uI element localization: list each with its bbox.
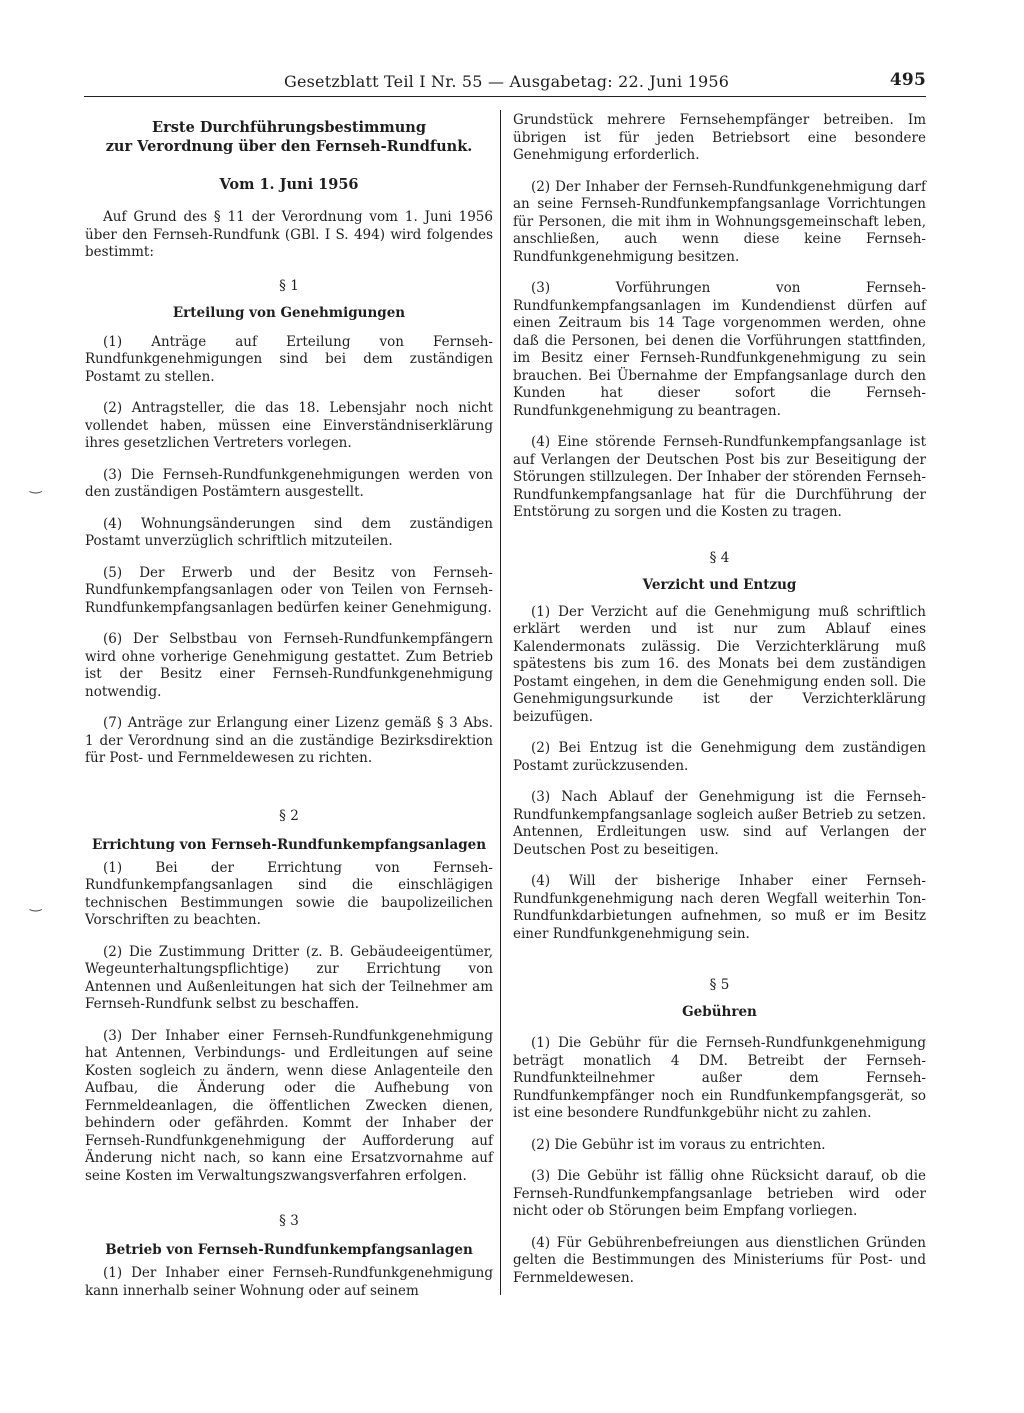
intro-paragraph: Auf Grund des § 11 der Verordnung vom 1. Juni 1956 über den Fernseh-Rundfunk (GBl. I S. 494) wird folgendes bestimmt: [85, 209, 493, 260]
paragraph: (2) Der Inhaber der Fernseh-Rundfunkgenehmigung darf an seine Fernseh-Rundfunkempfangsanlage Vorrichtungen für Personen, die mit ihm in Wohnungsgemeinschaft leben, anschließen, auch wenn diese keine Fernseh-Rundfunkgenehmigung besitzen. [513, 178, 926, 265]
section-number: § 5 [709, 977, 730, 993]
paragraph: (7) Anträge zur Erlangung einer Lizenz gemäß § 3 Abs. 1 der Verordnung sind an die zuständige Bezirksdirektion für Post- und Fernmeldewesen zu richten. [85, 715, 493, 766]
paragraph: (3) Die Gebühr ist fällig ohne Rücksicht darauf, ob die Fernseh-Rundfunkempfangsanlage betrieben wird oder nicht oder ob Störungen beim Empfang vorliegen. [513, 1168, 926, 1219]
running-header [84, 66, 926, 96]
paragraph: (4) Für Gebührenbefreiungen aus dienstlichen Gründen gelten die Bestimmungen des Ministeriums für Post- und Fernmeldewesen. [513, 1234, 926, 1286]
column-divider [500, 110, 501, 1295]
section-number: § 2 [279, 807, 299, 824]
left-column [85, 112, 493, 1300]
margin-mark: ‿ [30, 478, 42, 494]
paragraph: (1) Bei der Errichtung von Fernseh-Rundfunkempfangsanlagen sind die einschlägigen technischen Bestimmungen sowie die baupolizeilichen Vorschriften zu beachten. [85, 859, 493, 928]
paragraph: (3) Vorführungen von Fernseh-Rundfunkempfangsanlagen im Kundendienst dürfen auf einen Zeitraum bis 14 Tage vorgenommen werden, ohne daß die Personen, bei denen die Vorführungen stattfinden, im Besitz einer Fernseh-Rundfunkgenehmigung zu sein brauchen. Bei Übernahme der Empfangsanlage durch den Kunden hat dieser sofort die Fernseh-Rundfunkgenehmigung zu beantragen. [513, 280, 926, 419]
doc-title-line2: zur Verordnung über den Fernseh-Rundfunk. [105, 138, 473, 155]
header-rule [84, 96, 926, 97]
paragraph: (4) Eine störende Fernseh-Rundfunkempfangsanlage ist auf Verlangen der Deutschen Post bis zur Beseitigung der Störungen stillzulegen. Der Inhaber der störenden Fernseh-Rundfunkempfangsanlage hat für die Durchführung der Entstörung zu sorgen und die Kosten zu tragen. [513, 434, 926, 520]
paragraph: (4) Wohnungsänderungen sind dem zuständigen Postamt unverzüglich schriftlich mitzuteilen. [85, 515, 493, 549]
margin-mark: ‿ [30, 896, 42, 912]
section-heading: Verzicht und Entzug [642, 576, 797, 593]
paragraph-continued: Grundstück mehrere Fernsehempfänger betreiben. Im übrigen ist für jeden Betriebsort eine besondere Genehmigung erforderlich. [513, 112, 926, 163]
paragraph: (2) Bei Entzug ist die Genehmigung dem zuständigen Postamt zurückzusenden. [513, 740, 926, 774]
running-title: Gesetzblatt Teil I Nr. 55 — Ausgabetag: 22. Juni 1956 [284, 72, 730, 91]
right-column [513, 112, 926, 1287]
paragraph: (3) Die Fernseh-Rundfunkgenehmigungen werden von den zuständigen Postämtern ausgestellt. [85, 466, 493, 500]
paragraph: (2) Die Zustimmung Dritter (z. B. Gebäudeeigentümer, Wegeunterhaltungspflichtige) zur Errichtung von Antennen und Außenleitungen hat sich der Teilnehmer am Fernseh-Rundfunk selbst zu beschaffen. [85, 943, 493, 1012]
section-heading: Erteilung von Genehmigungen [172, 304, 406, 321]
paragraph: (1) Der Verzicht auf die Genehmigung muß schriftlich erklärt werden und ist nur zum Ablauf eines Kalendermonats zulässig. Die Verzichterklärung muß spätestens bis zum 16. des Monats bei dem zuständigen Postamt eingehen, in dem die Genehmigung enden soll. Die Genehmigungsurkunde ist der Verzichterklärung beizufügen. [513, 603, 926, 725]
doc-title-line1: Erste Durchführungsbestimmung [152, 119, 426, 136]
section-heading: Errichtung von Fernseh-Rundfunkempfangsanlagen [91, 836, 487, 853]
doc-date: Vom 1. Juni 1956 [219, 176, 359, 193]
paragraph: (5) Der Erwerb und der Besitz von Fernseh-Rundfunkempfangsanlagen oder von Teilen von Fernseh-Rundfunkempfangsanlagen bedürfen keiner Genehmigung. [85, 564, 493, 616]
paragraph: (1) Anträge auf Erteilung von Fernseh-Rundfunkgenehmigungen sind bei dem zuständigen Postamt zu stellen. [85, 333, 493, 385]
paragraph: (3) Nach Ablauf der Genehmigung ist die Fernseh-Rundfunkempfangsanlage sogleich außer Betrieb zu setzen. Antennen, Erdleitungen usw. sind auf Verlangen der Deutschen Post zu beseitigen. [513, 789, 926, 858]
paragraph: (4) Will der bisherige Inhaber einer Fernseh-Rundfunkgenehmigung nach deren Wegfall weiterhin Ton-Rundfunkdarbietungen aufnehmen, so muß er im Besitz einer Rundfunkgenehmigung sein. [513, 873, 926, 942]
section-number: § 1 [279, 277, 299, 294]
paragraph: (2) Die Gebühr ist im voraus zu entrichten. [531, 1136, 826, 1153]
paragraph: (6) Der Selbstbau von Fernseh-Rundfunkempfängern wird ohne vorherige Genehmigung gestattet. Zum Betrieb ist der Besitz einer Fernseh-Rundfunkgenehmigung notwendig. [85, 631, 493, 700]
page-number: 495 [889, 70, 926, 90]
section-heading: Gebühren [682, 1004, 757, 1020]
paragraph: (2) Antragsteller, die das 18. Lebensjahr noch nicht vollendet haben, müssen eine Einverständniserklärung ihres gesetzlichen Vertreters vorlegen. [85, 400, 493, 451]
paragraph: (1) Die Gebühr für die Fernseh-Rundfunkgenehmigung beträgt monatlich 4 DM. Betreibt der Fernseh-Rundfunkteilnehmer außer dem Fernseh-Rundfunkempfänger noch ein Rundfunkempfangsgerät, so ist eine besondere Rundfunkgebühr nicht zu zahlen. [513, 1035, 926, 1121]
section-heading: Betrieb von Fernseh-Rundfunkempfangsanlagen [105, 1242, 473, 1258]
paragraph: (1) Der Inhaber einer Fernseh-Rundfunkgenehmigung kann innerhalb seiner Wohnung oder auf seinem [85, 1265, 493, 1299]
section-number: § 3 [279, 1213, 299, 1229]
section-number: § 4 [709, 549, 730, 566]
paragraph: (3) Der Inhaber einer Fernseh-Rundfunkgenehmigung hat Antennen, Verbindungs- und Erdleitungen auf seine Kosten sogleich zu ändern, wenn diese Anlagenteile den Aufbau, die Änderung oder die Aufhebung von Fernmeldeanlagen, die öffentlichen Zwecken dienen, behindern oder gefährden. Kommt der Inhaber der Fernseh-Rundfunkgenehmigung der Aufforderung auf Änderung nicht nach, so kann eine Ersatzvornahme auf seine Kosten im Verwaltungszwangsverfahren erfolgen. [85, 1027, 493, 1184]
